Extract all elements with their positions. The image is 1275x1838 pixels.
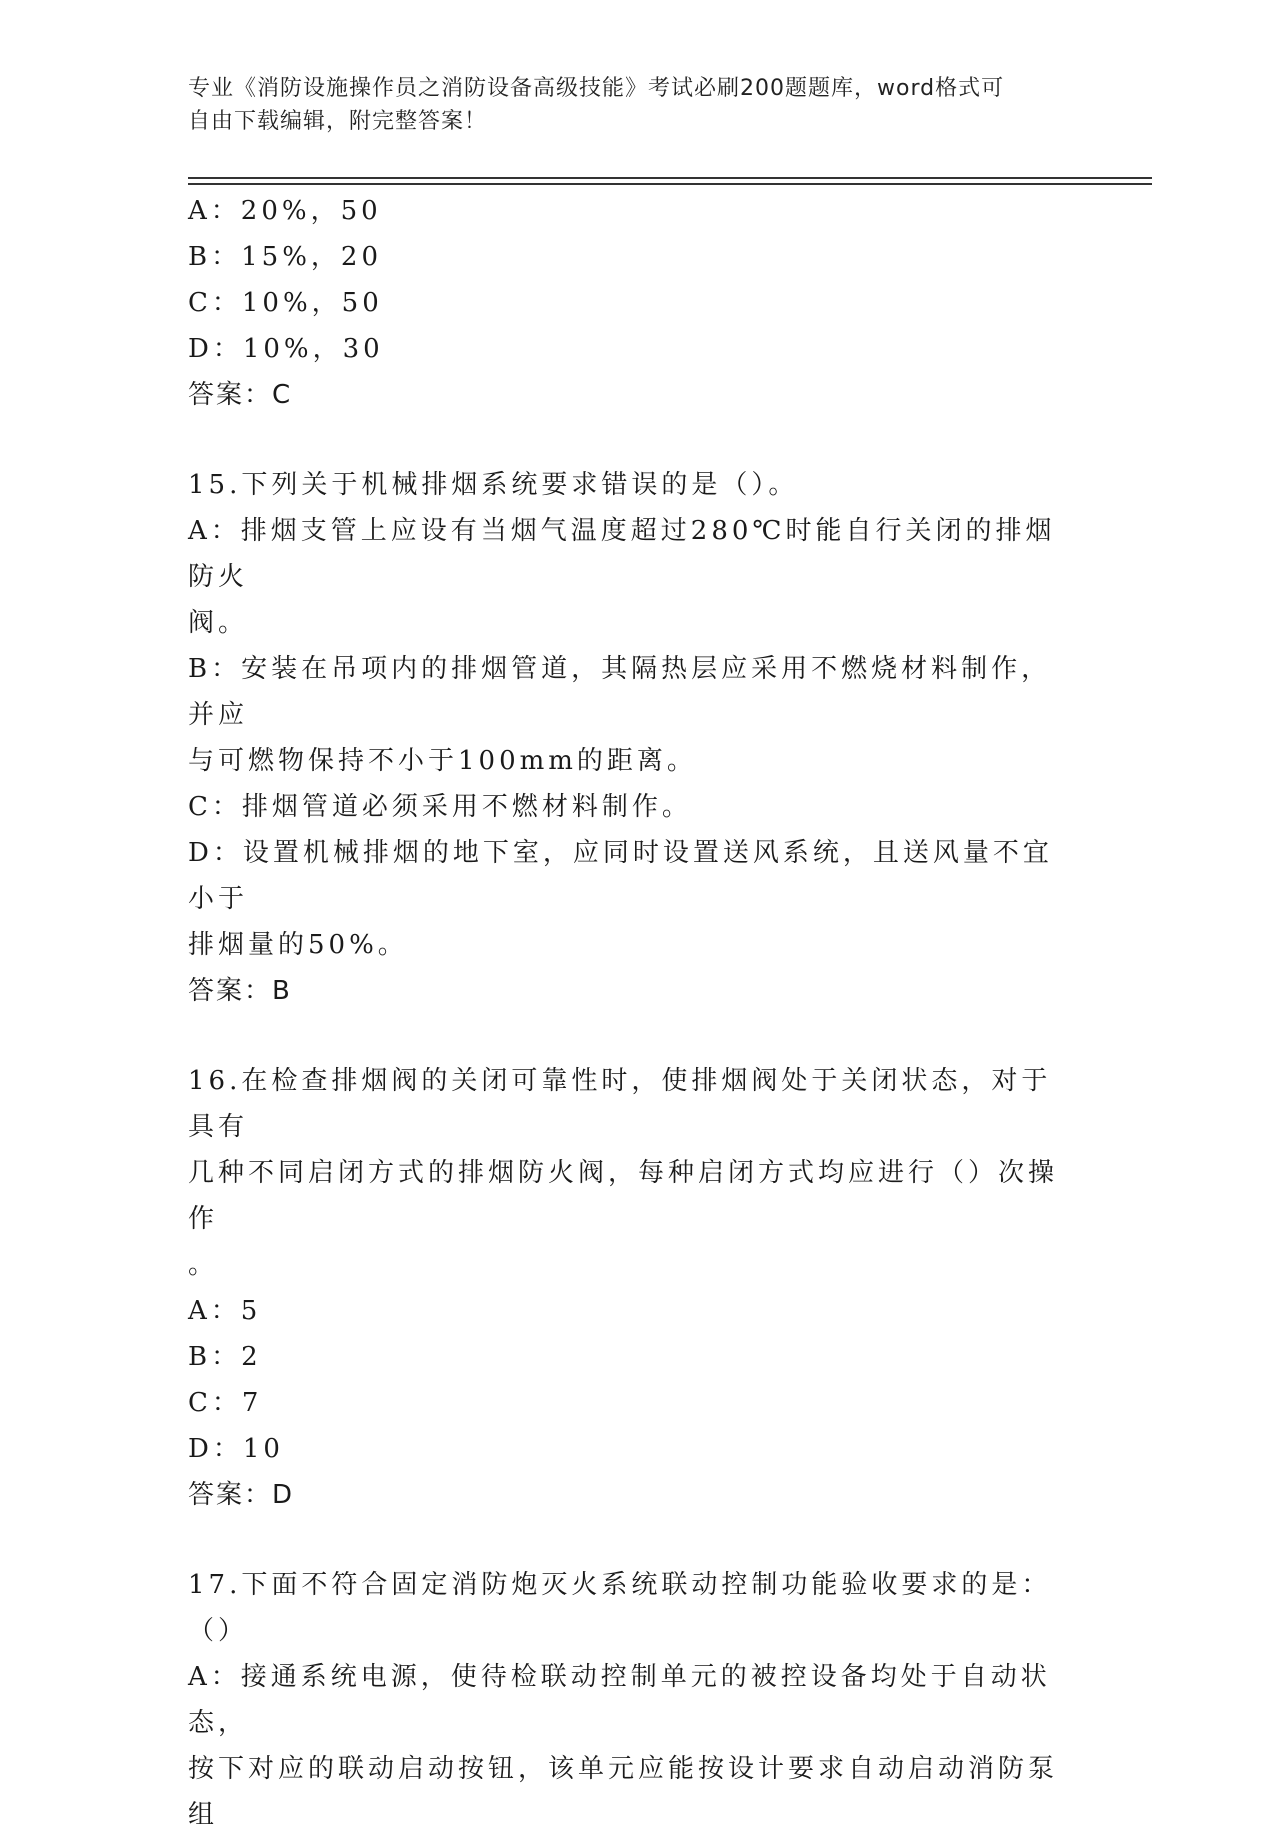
question-stem-continued: 几种不同启闭方式的排烟防火阀，每种启闭方式均应进行（）次操作 bbox=[188, 1158, 1059, 1234]
header-divider-top bbox=[188, 177, 1152, 179]
option-b: B：2 bbox=[188, 1342, 262, 1372]
document-header bbox=[188, 72, 1068, 138]
spacer bbox=[188, 1518, 1078, 1562]
option-a: A：接通系统电源，使待检联动控制单元的被控设备均处于自动状态， bbox=[188, 1662, 1051, 1738]
option-b: B：安装在吊项内的排烟管道，其隔热层应采用不燃烧材料制作，并应 bbox=[188, 654, 1052, 730]
header-line-1: 专业《消防设施操作员之消防设备高级技能》考试必刷200题题库，word格式可 bbox=[188, 76, 1005, 101]
option-d: D：设置机械排烟的地下室，应同时设置送风系统，且送风量不宜小于 bbox=[188, 838, 1053, 914]
option-d: D：10 bbox=[188, 1434, 284, 1464]
question-16 bbox=[188, 1058, 1078, 1518]
option-a-continued: 按下对应的联动启动按钮，该单元应能按设计要求自动启动消防泵组 bbox=[188, 1754, 1059, 1830]
header-divider-bottom bbox=[188, 183, 1152, 185]
question-stem: 17.下面不符合固定消防炮灭火系统联动控制功能验收要求的是：（） bbox=[188, 1570, 1052, 1646]
option-a: A：5 bbox=[188, 1296, 262, 1326]
option-c: C：7 bbox=[188, 1388, 263, 1418]
question-14 bbox=[188, 188, 1078, 418]
option-a: A：排烟支管上应设有当烟气温度超过280℃时能自行关闭的排烟防火 bbox=[188, 516, 1056, 592]
question-17 bbox=[188, 1562, 1078, 1838]
question-stem: 16.在检查排烟阀的关闭可靠性时，使排烟阀处于关闭状态，对于具有 bbox=[188, 1066, 1052, 1142]
spacer bbox=[188, 418, 1078, 462]
option-b: B：15%，20 bbox=[188, 242, 382, 272]
option-a-continued: 阀。 bbox=[188, 608, 249, 638]
question-15 bbox=[188, 462, 1078, 1014]
option-c: C：10%，50 bbox=[188, 288, 383, 318]
option-b-continued: 与可燃物保持不小于100mm的距离。 bbox=[188, 746, 697, 776]
answer: 答案：C bbox=[188, 380, 293, 410]
option-a: A：20%，50 bbox=[188, 196, 382, 226]
answer: 答案：D bbox=[188, 1480, 295, 1510]
question-stem-end: 。 bbox=[188, 1250, 219, 1280]
option-d-continued: 排烟量的50%。 bbox=[188, 930, 408, 960]
question-list bbox=[188, 188, 1078, 1838]
spacer bbox=[188, 1014, 1078, 1058]
header-line-2: 自由下载编辑，附完整答案！ bbox=[188, 109, 488, 134]
option-d: D：10%，30 bbox=[188, 334, 384, 364]
option-c: C：排烟管道必须采用不燃材料制作。 bbox=[188, 792, 692, 822]
answer: 答案：B bbox=[188, 976, 292, 1006]
question-stem: 15.下列关于机械排烟系统要求错误的是（）。 bbox=[188, 470, 799, 500]
